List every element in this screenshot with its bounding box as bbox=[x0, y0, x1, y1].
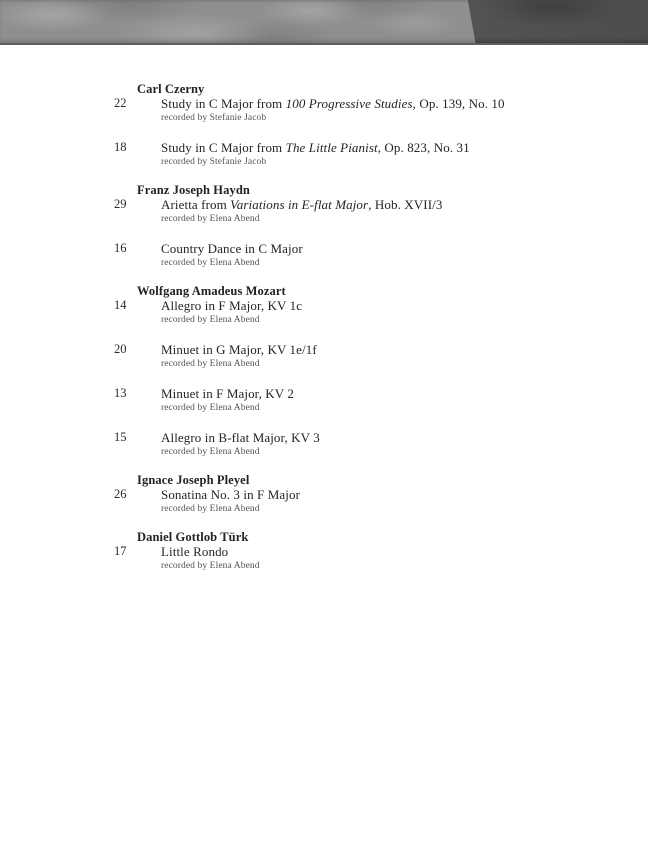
toc-entry-body bbox=[161, 430, 628, 458]
recording-credit: recorded by Elena Abend bbox=[161, 359, 260, 369]
toc-entry bbox=[114, 96, 628, 124]
toc-entry bbox=[114, 298, 628, 326]
composer-section bbox=[114, 530, 628, 572]
piece-title bbox=[161, 430, 628, 445]
composer-section bbox=[114, 473, 628, 515]
piece-title bbox=[161, 197, 628, 212]
piece-title-part: Little Rondo bbox=[161, 544, 229, 559]
header-band-dark-corner bbox=[0, 0, 648, 43]
page-number: 22 bbox=[114, 96, 127, 110]
page-number: 13 bbox=[114, 386, 127, 400]
toc-entry-body bbox=[161, 298, 628, 326]
toc-entry bbox=[114, 241, 628, 269]
piece-title bbox=[161, 487, 628, 502]
section-items bbox=[114, 544, 628, 572]
piece-title bbox=[161, 386, 628, 401]
toc-entry bbox=[114, 430, 628, 458]
piece-title-part: , Hob. XVII/3 bbox=[368, 197, 443, 212]
piece-title bbox=[161, 140, 628, 155]
piece-title-part: Allegro in B-flat Major, KV 3 bbox=[161, 430, 320, 445]
piece-title-part: Minuet in F Major, KV 2 bbox=[161, 386, 294, 401]
recording-credit: recorded by Stefanie Jacob bbox=[161, 157, 267, 167]
piece-title bbox=[161, 342, 628, 357]
toc-entry bbox=[114, 197, 628, 225]
composer-name: Carl Czerny bbox=[137, 82, 205, 96]
page-number: 18 bbox=[114, 140, 127, 154]
section-items bbox=[114, 298, 628, 458]
page-number: 26 bbox=[114, 487, 127, 501]
recording-credit: recorded by Elena Abend bbox=[161, 504, 260, 514]
composer-name: Daniel Gottlob Türk bbox=[137, 530, 249, 544]
toc-entry-body bbox=[161, 342, 628, 370]
toc-entry-body bbox=[161, 197, 628, 225]
piece-title bbox=[161, 298, 628, 313]
piece-title-italic-part: Variations in E-flat Major bbox=[230, 197, 369, 212]
composer-section bbox=[114, 183, 628, 269]
piece-title-italic-part: The Little Pianist bbox=[285, 140, 378, 155]
recording-credit: recorded by Elena Abend bbox=[161, 315, 260, 325]
piece-title bbox=[161, 241, 628, 256]
page-number: 17 bbox=[114, 544, 127, 558]
composer-section bbox=[114, 82, 628, 168]
recording-credit: recorded by Stefanie Jacob bbox=[161, 113, 267, 123]
page-number: 16 bbox=[114, 241, 127, 255]
recording-credit: recorded by Elena Abend bbox=[161, 561, 260, 571]
toc-entry bbox=[114, 386, 628, 414]
piece-title bbox=[161, 96, 628, 111]
recording-credit: recorded by Elena Abend bbox=[161, 403, 260, 413]
composer-name: Franz Joseph Haydn bbox=[137, 183, 250, 197]
toc-entry-body bbox=[161, 96, 628, 124]
page-number: 20 bbox=[114, 342, 127, 356]
composer-name: Wolfgang Amadeus Mozart bbox=[137, 284, 286, 298]
toc-entry-body bbox=[161, 544, 628, 572]
piece-title-part: Arietta from bbox=[161, 197, 231, 212]
piece-title-part: , Op. 139, No. 10 bbox=[412, 96, 505, 111]
recording-credit: recorded by Elena Abend bbox=[161, 258, 260, 268]
toc-list bbox=[0, 45, 648, 572]
recording-credit: recorded by Elena Abend bbox=[161, 447, 260, 457]
section-items bbox=[114, 96, 628, 168]
toc-entry bbox=[114, 140, 628, 168]
toc-entry-body bbox=[161, 386, 628, 414]
piece-title-part: Minuet in G Major, KV 1e/1f bbox=[161, 342, 317, 357]
piece-title-part: , Op. 823, No. 31 bbox=[377, 140, 470, 155]
toc-entry-body bbox=[161, 140, 628, 168]
toc-entry-body bbox=[161, 487, 628, 515]
page-number: 29 bbox=[114, 197, 127, 211]
recording-credit: recorded by Elena Abend bbox=[161, 214, 260, 224]
composer-section bbox=[114, 284, 628, 458]
piece-title-part: Study in C Major from bbox=[161, 96, 286, 111]
piece-title-italic-part: 100 Progressive Studies bbox=[285, 96, 413, 111]
section-items bbox=[114, 197, 628, 269]
toc-entry bbox=[114, 342, 628, 370]
piece-title-part: Study in C Major from bbox=[161, 140, 286, 155]
piece-title-part: Sonatina No. 3 in F Major bbox=[161, 487, 300, 502]
section-items bbox=[114, 487, 628, 515]
toc-entry bbox=[114, 544, 628, 572]
header-band bbox=[0, 0, 648, 45]
page-number: 15 bbox=[114, 430, 127, 444]
composer-name: Ignace Joseph Pleyel bbox=[137, 473, 250, 487]
toc-entry bbox=[114, 487, 628, 515]
piece-title bbox=[161, 544, 628, 559]
page-number: 14 bbox=[114, 298, 127, 312]
piece-title-part: Country Dance in C Major bbox=[161, 241, 303, 256]
toc-entry-body bbox=[161, 241, 628, 269]
piece-title-part: Allegro in F Major, KV 1c bbox=[161, 298, 303, 313]
